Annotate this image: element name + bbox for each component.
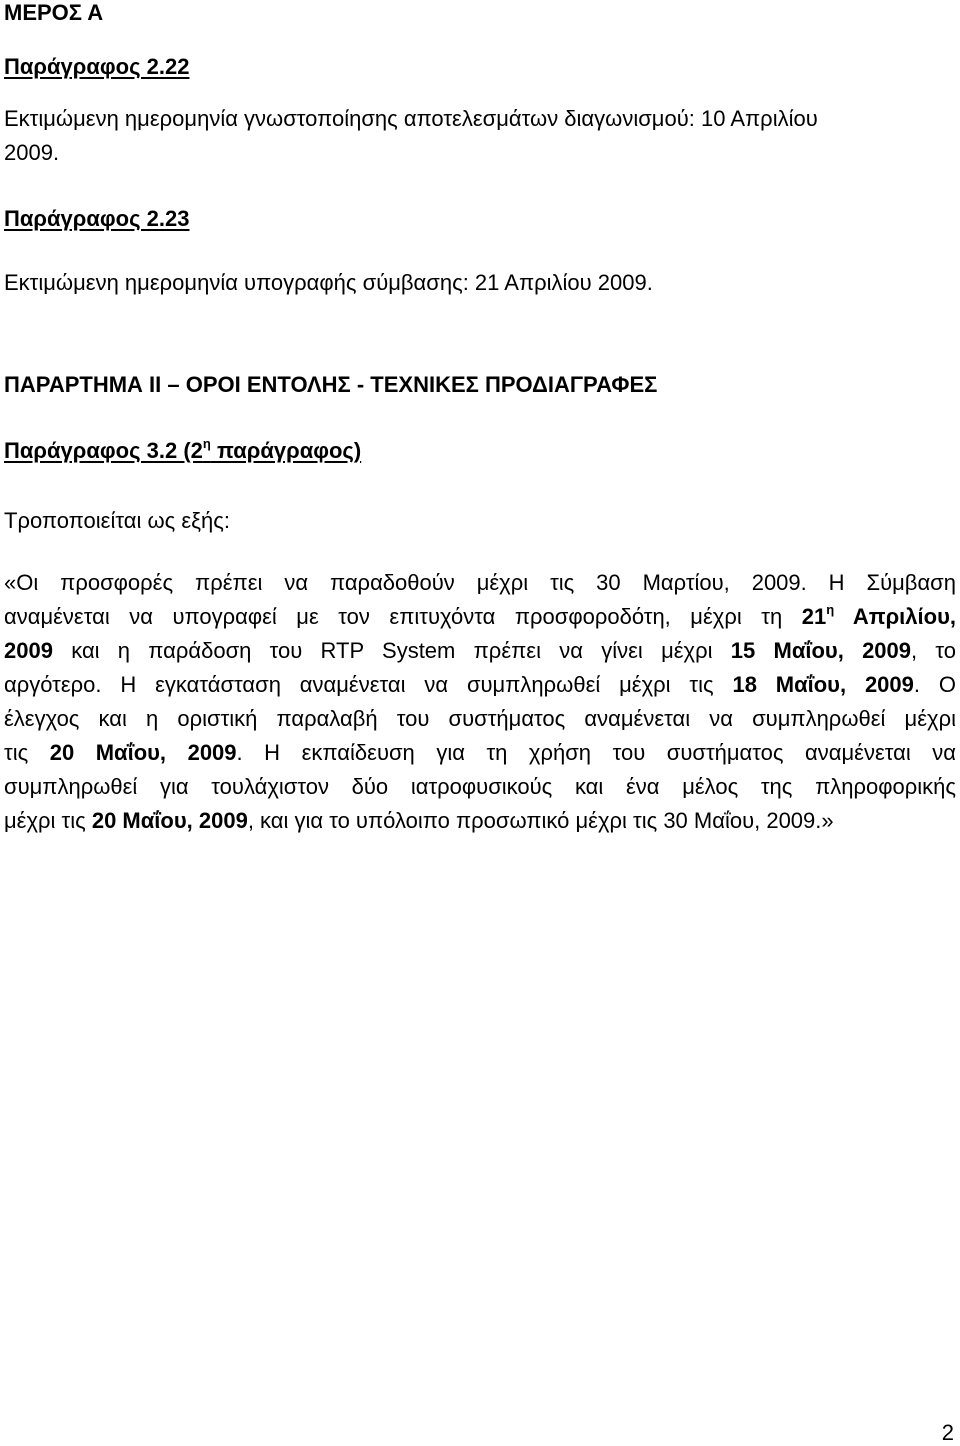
quote-line-3-c: 15 Μαΐου, 2009: [730, 638, 912, 663]
quote-line-8: [4, 808, 834, 834]
quote-line-8-a: μέχρι τις: [4, 808, 92, 833]
quote-line-3-a: 2009: [4, 638, 53, 663]
quote-line-6: [4, 740, 956, 766]
quote-line-5: έλεγχος και η οριστική παραλαβή του συστήματος αναμένεται να συμπληρωθεί μέχρι: [4, 706, 956, 731]
quote-line-8-b: 20 Μαΐου, 2009: [91, 808, 248, 833]
quote-line-8-c: , και για το υπόλοιπο προσωπικό μέχρι τις 30 Μαΐου, 2009.»: [247, 808, 834, 833]
quote-line-7: συμπληρωθεί για τουλάχιστον δύο ιατροφυσικούς και ένα μέλος της πληροφορικής: [4, 774, 956, 799]
quote-line-6-a: τις: [4, 740, 50, 765]
section-3-2-intro: Τροποποιείται ως εξής:: [4, 508, 230, 533]
quote-line-1: «Οι προσφορές πρέπει να παραδοθούν μέχρι τις 30 Μαρτίου, 2009. Η Σύμβαση: [4, 570, 956, 595]
section-3-2-heading: [4, 435, 362, 464]
section-2-22-heading: Παράγραφος 2.22: [4, 54, 190, 79]
section-2-22-text-line-1: Εκτιμώμενη ημερομηνία γνωστοποίησης αποτελεσμάτων διαγωνισμού: 10 Απριλίου: [4, 106, 818, 131]
quote-line-2: [4, 601, 956, 630]
quote-line-4: [4, 672, 956, 698]
quote-line-4-a: αργότερο. Η εγκατάσταση αναμένεται να συμπληρωθεί μέχρι τις: [4, 672, 733, 697]
section-3-2-heading-sup: η: [202, 435, 211, 451]
section-2-23-text: Εκτιμώμενη ημερομηνία υπογραφής σύμβασης: 21 Απριλίου 2009.: [4, 270, 653, 295]
quote-line-6-b: 20 Μαΐου, 2009: [49, 740, 237, 765]
quote-line-4-b: 18 Μαΐου, 2009: [732, 672, 914, 697]
section-3-2-heading-prefix: Παράγραφος 3.2 (2: [4, 438, 203, 463]
part-title: ΜΕΡΟΣ Α: [4, 0, 104, 25]
quote-line-3: [4, 638, 956, 664]
section-2-22-text-line-2: 2009.: [4, 140, 60, 165]
quote-line-3-d: , το: [911, 638, 956, 663]
quote-line-3-b: και η παράδοση του RTP System πρέπει να γίνει μέχρι: [52, 638, 731, 663]
page-number: 2: [941, 1420, 954, 1445]
section-3-2-heading-suffix: παράγραφος): [210, 438, 362, 463]
quote-line-2-b: $21^\eta$ Απριλίου,: [801, 601, 956, 629]
quote-line-4-c: . Ο: [913, 672, 956, 697]
quote-line-6-c: . Η εκπαίδευση για τη χρήση του συστήματος αναμένεται να: [236, 740, 956, 765]
quote-line-2-a: αναμένεται να υπογραφεί με τον επιτυχόντα προσφοροδότη, μέχρι τη: [4, 604, 802, 629]
annex-title: ΠΑΡΑΡΤΗΜΑ ΙΙ – ΟΡΟΙ ΕΝΤΟΛΗΣ - ΤΕΧΝΙΚΕΣ ΠΡΟΔΙΑΓΡΑΦΕΣ: [4, 372, 658, 397]
section-2-23-heading: Παράγραφος 2.23: [4, 206, 190, 231]
